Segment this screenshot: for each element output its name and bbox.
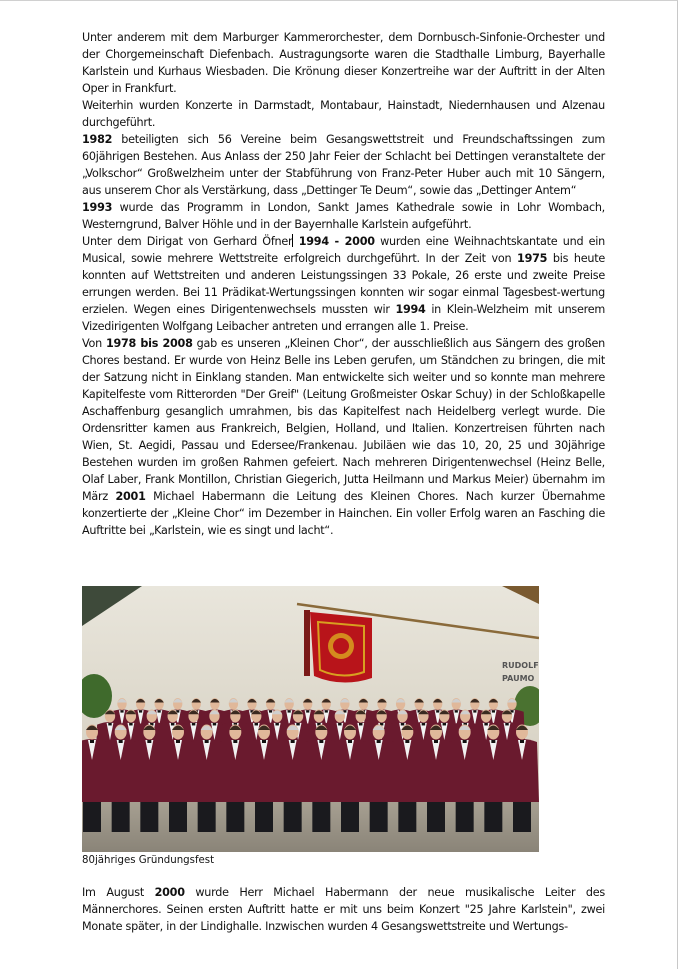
text-run: Unter dem Dirigat von Gerhard Öfner [82,235,293,248]
text-run: Von [82,337,106,350]
bold-text: 1994 [395,303,426,316]
paragraph [82,199,605,233]
bold-text: 1978 bis 2008 [105,337,193,350]
paragraph [82,233,605,335]
wall-text-2: PAUMO [502,674,535,683]
text-run: Weiterhin wurden Konzerte in Darmstadt, Montabaur, Hainstadt, Niedernhausen und Alzenau durchgeführt. [82,99,605,129]
flag-icon [304,610,372,683]
photo-caption: 80jähriges Gründungsfest [82,855,215,866]
paragraph [82,131,605,199]
text-run: wurde Herr Michael Habermann der neue musikalische Leiter des Männerchores. Seinen ersten Auftritt hatte er mit uns beim Konzert "25 Jahre Karlstein", zwei Monate später, in der Lindighalle. Inzwischen wurden 4 Gesangswettstreite und Wertungs- [82,886,605,933]
bold-text: 1975 [517,252,548,265]
text-run: in Klein-Welzheim mit unserem Vizedirigenten Wolfgang Leibacher antreten und errangen alle 1. Preise. [82,303,606,333]
bold-text: 1993 [82,201,113,214]
text-run: Im August [82,886,155,899]
paragraph [82,335,605,539]
text-run: beteiligten sich 56 Vereine beim Gesangswettstreit und Freundschaftssingen zum 60jährigen Bestehen. Aus Anlass der 250 Jahr Feier der Schlacht bei Dettingen veranstaltete der „Volkschor“ Großwelzheim unter der Stabführung von Franz-Peter Huber auch mit 10 Sängern, aus unserem Chor als Verstärkung, dass „Dettinger Te Deum“, sowie das „Dettinger Antem“ [82,133,605,197]
bold-text: 1994 - 2000 [298,235,375,248]
body-text [82,29,605,539]
choir-photo [82,586,539,852]
paragraph [82,29,605,97]
bottom-text [82,884,605,935]
bold-text: 2000 [154,886,185,899]
text-run: wurden eine Weihnachtskantate und ein Musical, sowie mehrere Wettstreite erfolgreich durchgeführt. In der Zeit von [82,235,605,265]
text-run: bis heute konnten auf Wettstreiten und anderen Leistungssingen 33 Pokale, 26 erste und zweite Preise errungen werden. Bei 11 Prädikat-Wertungssingen konnten wir sogar einmal Tagesbest-wertung erzielen. Wegen eines Dirigentenwechsels mussten wir [82,252,606,316]
wall-text-1: RUDOLF [502,661,539,670]
text-run: Michael Habermann die Leitung des Kleinen Chores. Nach kurzer Übernahme konzertierte der „Kleine Chor“ im Dezember in Hainchen. Ein voller Erfolg waren an Fasching die Auftritte bei „Karlstein, wie es singt und lacht“. [82,490,605,537]
bold-text: 1982 [82,133,113,146]
bold-text: 2001 [115,490,146,503]
paragraph [82,97,605,131]
text-run: wurde das Programm in London, Sankt James Kathedrale sowie in Lohr Wombach, Westerngrund, Balver Höhle und in der Bayernhalle Karlstein aufgeführt. [82,201,605,231]
paragraph [82,884,605,935]
text-run: gab es unseren „Kleinen Chor“, der ausschließlich aus Sängern des großen Chores bestand. Er wurde von Heinz Belle ins Leben gerufen, um Ständchen zu bringen, die mit der Satzung nicht in Einklang standen. Man entwickelte sich weiter und so konnte man mehrere Kapitelfeste vom Ritterorden "Der Greif" (Leitung Großmeister Oskar Schuy) in der Schloßkapelle Aschaffenburg gesanglich umrahmen, bis das Kapitelfest nach Heidelberg verlegt wurde. Die Ordensritter kamen aus Frankreich, Belgien, Holland, und Italien. Konzertreisen führten nach Wien, St. Aegidi, Passau und Edersee/Frankenau. Jubiläen wie das 10, 20, 25 und 30jährige Bestehen wurden im großen Rahmen gefeiert. Nach mehreren Dirigentenwechsel (Heinz Belle, Olaf Laber, Frank Montillon, Christian Giegerich, Jutta Heilmann und Markus Meier) übernahm im März [82,337,605,503]
text-run: Unter anderem mit dem Marburger Kammerorchester, dem Dornbusch-Sinfonie-Orchester und der Chorgemeinschaft Diefenbach. Austragungsorte waren die Stadthalle Limburg, Bayerhalle Karlstein und Kurhaus Wiesbaden. Die Krönung dieser Konzertreihe war der Auftritt in der Alten Oper in Frankfurt. [82,31,605,95]
choir-photo-image [82,586,539,852]
